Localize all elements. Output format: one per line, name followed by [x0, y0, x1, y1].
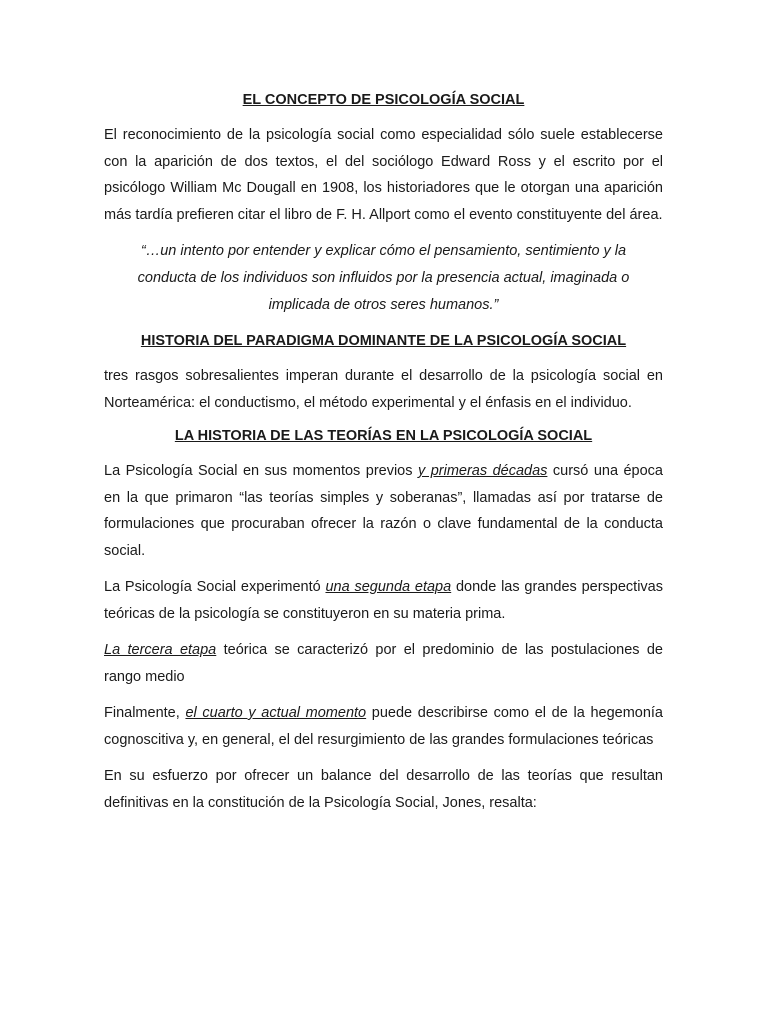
paragraph-fourth-stage-text-after: puede describirse como el de la hegemonía cognoscitiva y, en general, el del resurgimiento de las grandes formulaciones teóricas [104, 705, 663, 748]
definition-quote: “…un intento por entender y explicar cómo el pensamiento, sentimiento y la conducta de los individuos son influidos por la presencia actual, imaginada o implicada de otros seres humanos.” [137, 243, 630, 313]
section-heading-paradigm: HISTORIA DEL PARADIGMA DOMINANTE DE LA PSICOLOGÍA SOCIAL [140, 333, 627, 349]
paragraph-first-stage-text-before: La Psicología Social en sus momentos previos [104, 463, 418, 479]
section-heading-theories: LA HISTORIA DE LAS TEORÍAS EN LA PSICOLOGÍA SOCIAL [174, 428, 593, 444]
paragraph-fourth-stage-text-before: Finalmente, [104, 705, 186, 721]
paragraph-paradigm: tres rasgos sobresalientes imperan durante el desarrollo de la psicología social en Norteamérica: el conductismo, el método experimental y el énfasis en el individuo. [104, 368, 663, 411]
paragraph-jones-balance: En su esfuerzo por ofrecer un balance del desarrollo de las teorías que resultan definitivas en la constitución de la Psicología Social, Jones, resalta: [104, 768, 663, 811]
paragraph-third-stage-text-after: teórica se caracterizó por el predominio de las postulaciones de rango medio [104, 642, 663, 685]
document-page [104, 90, 663, 826]
second-stage-emphasis: una segunda etapa [325, 579, 452, 595]
third-stage-emphasis: La tercera etapa [104, 642, 217, 658]
fourth-stage-emphasis: el cuarto y actual momento [185, 705, 367, 721]
paragraph-intro: El reconocimiento de la psicología social como especialidad sólo suele establecerse con la aparición de dos textos, el del sociólogo Edward Ross y el escrito por el psicólogo William Mc Dougall en 1908, los historiadores que le otorgan una aparición más tardía prefieren citar el libro de F. H. Allport como el evento constituyente del área. [104, 127, 663, 223]
paragraph-second-stage [104, 574, 663, 627]
paragraph-second-stage-text-after: donde las grandes perspectivas teóricas de la psicología se constituyeron en su materia prima. [104, 579, 664, 622]
paragraph-first-stage [104, 458, 663, 564]
paragraph-third-stage [104, 637, 663, 690]
paragraph-second-stage-text-before: La Psicología Social experimentó [104, 579, 326, 595]
paragraph-first-stage-text-after: cursó una época en la que primaron “las teorías simples y soberanas”, llamadas así por tratarse de formulaciones que procuraban ofrecer la razón o clave fundamental de la conducta social. [104, 463, 663, 559]
paragraph-fourth-stage [104, 700, 663, 753]
document-title: EL CONCEPTO DE PSICOLOGÍA SOCIAL [242, 92, 525, 108]
first-stage-emphasis: y primeras décadas [417, 463, 548, 479]
